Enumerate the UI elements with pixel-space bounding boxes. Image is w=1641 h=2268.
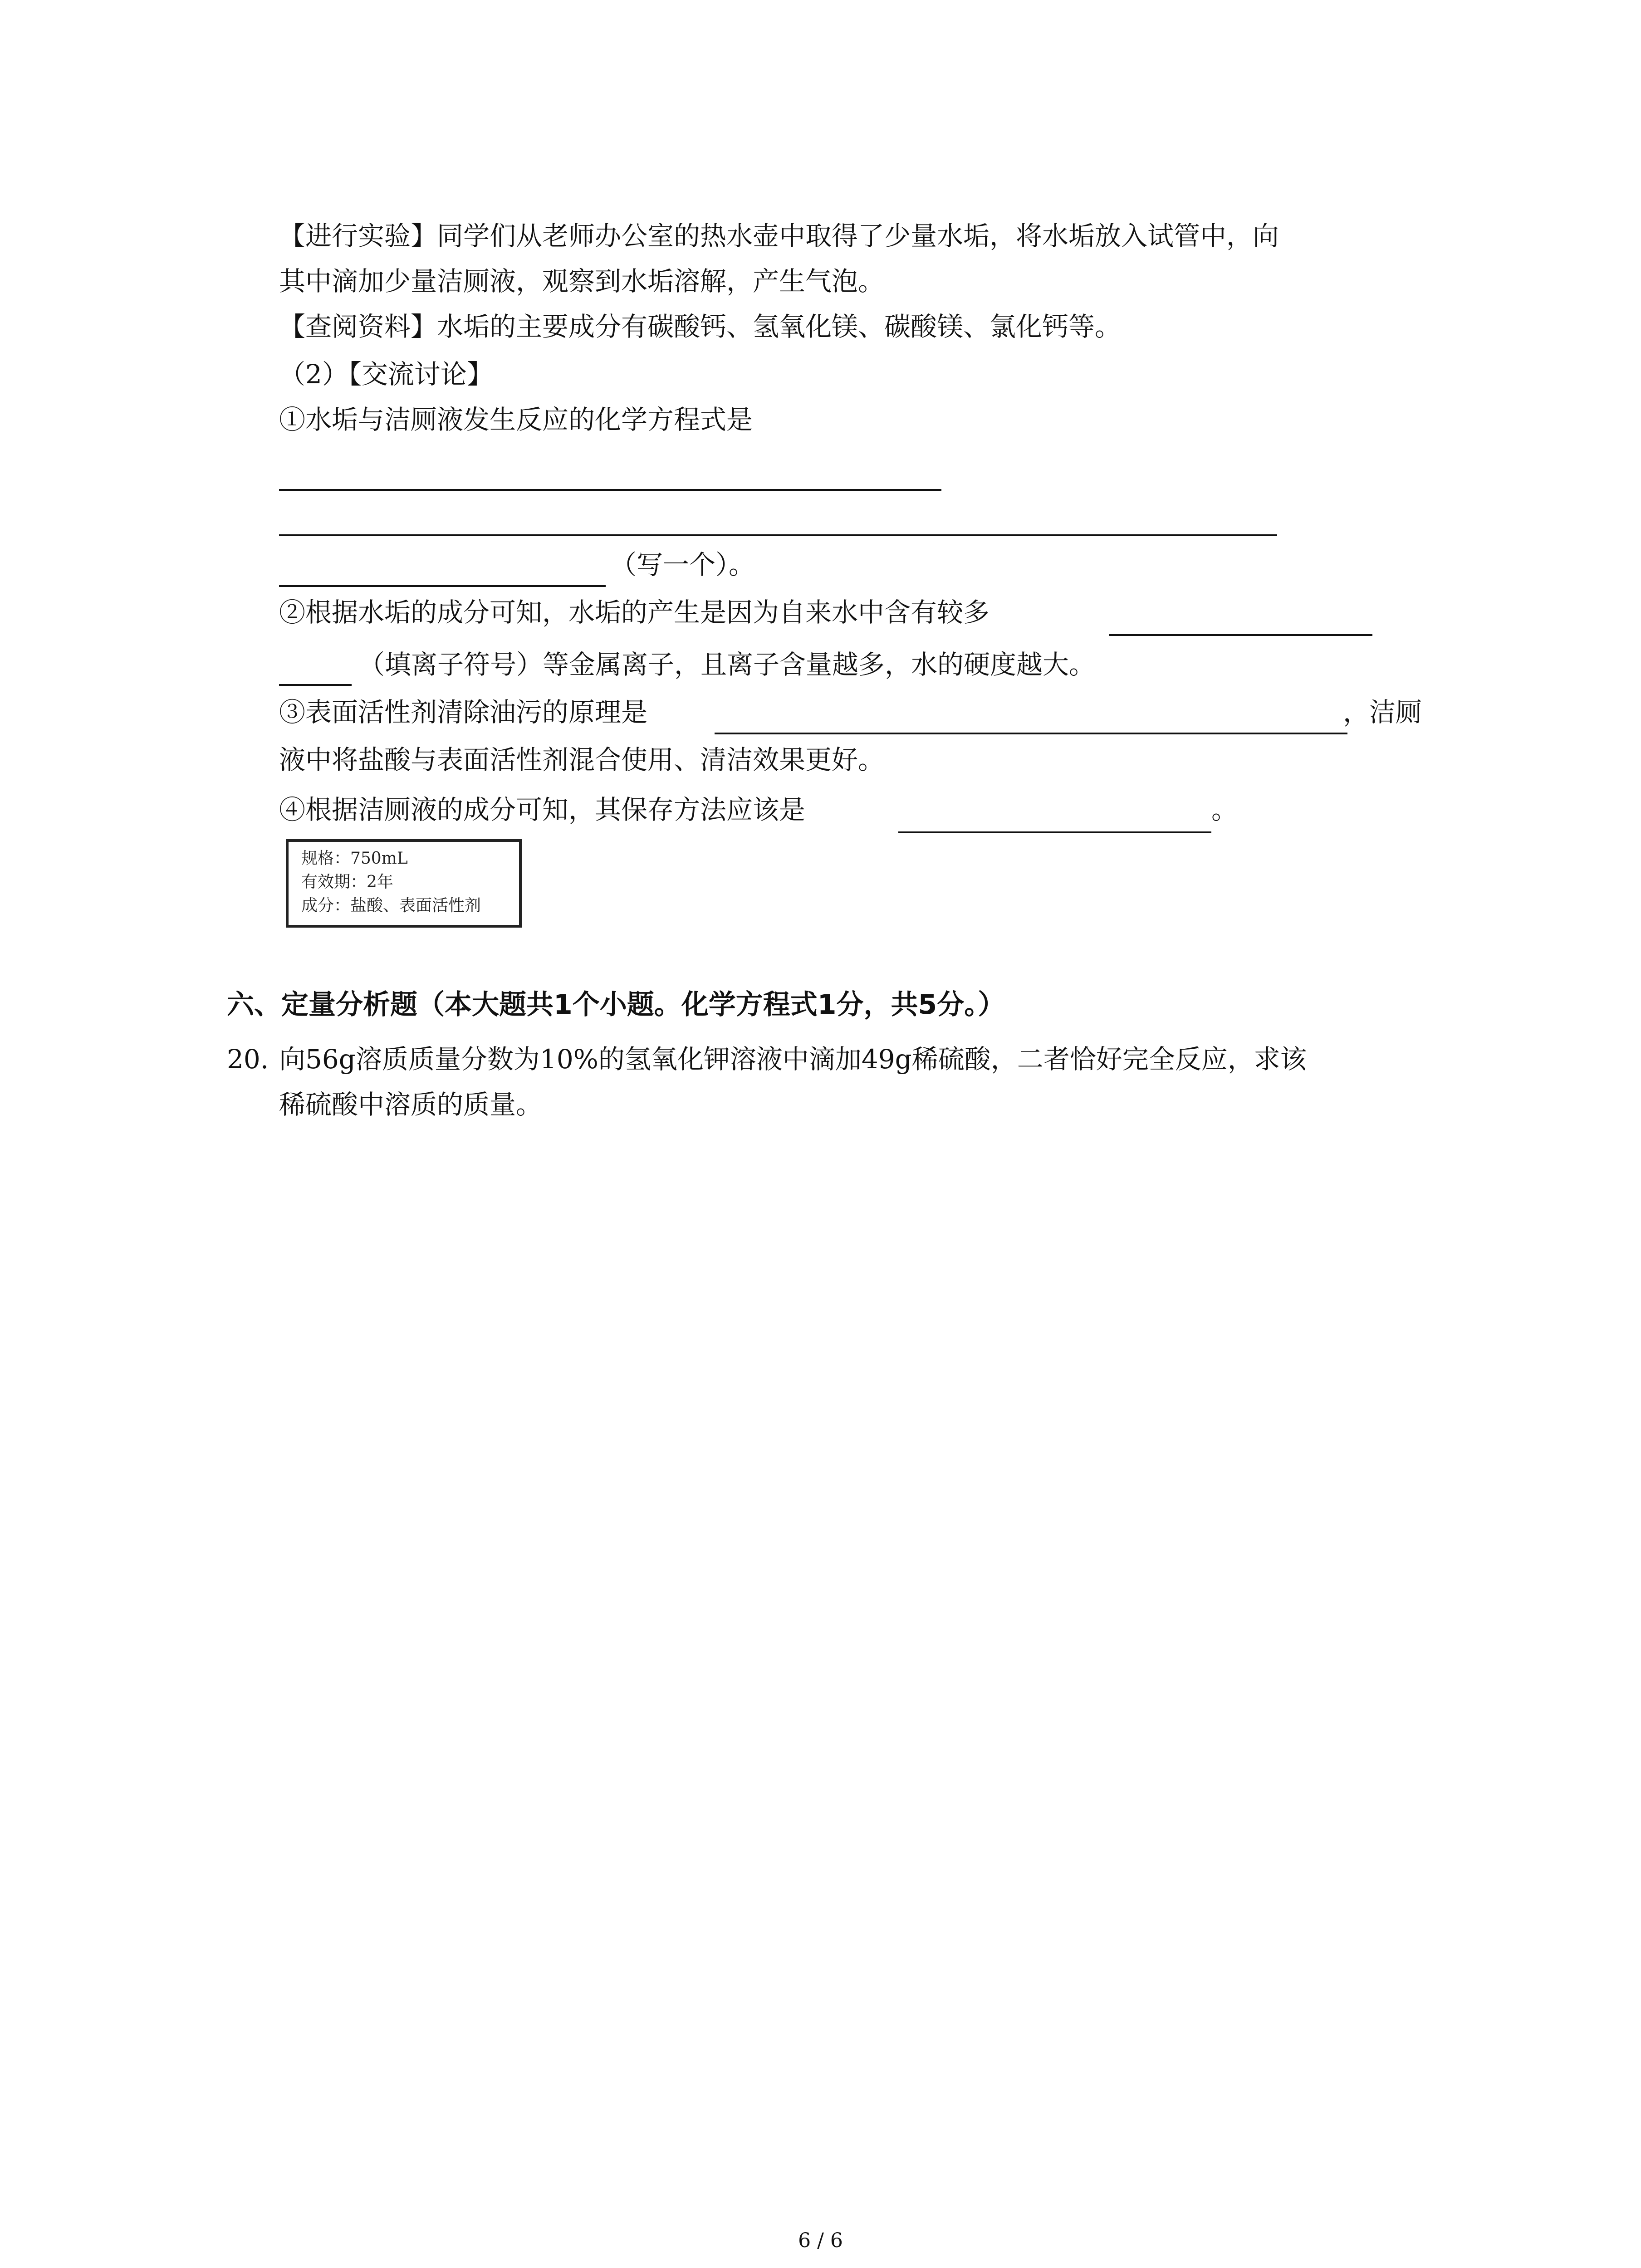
sub-question-4-tail: 。: [1211, 794, 1238, 825]
label-validity: 有效期：2年: [301, 873, 393, 891]
page-number: 6 / 6: [798, 2229, 843, 2252]
answer-blank-equation-3[interactable]: [279, 585, 606, 587]
question-text-line-1: 【进行实验】同学们从老师办公室的热水壶中取得了少量水垢，将水垢放入试管中，向: [279, 220, 1279, 251]
sub-question-1-note: （写一个）。: [610, 549, 755, 580]
question-20-line-1: 向56g溶质质量分数为10%的氢氧化钾溶液中滴加49g稀硫酸，二者恰好完全反应，求该: [279, 1044, 1307, 1075]
label-ingredients: 成分：盐酸、表面活性剂: [301, 896, 481, 915]
label-spec: 规格：750mL: [301, 849, 408, 868]
answer-blank-storage[interactable]: [898, 831, 1211, 833]
answer-blank-ions-1[interactable]: [1109, 634, 1372, 636]
question-20-number: 20.: [227, 1044, 269, 1075]
sub-question-3-tail: ，洁厕: [1343, 697, 1422, 728]
sub-question-3-continued: 液中将盐酸与表面活性剂混合使用、清洁效果更好。: [279, 744, 885, 775]
answer-blank-surfactant[interactable]: [715, 733, 1347, 734]
answer-blank-equation-1[interactable]: [279, 489, 941, 491]
reference-material-line: 【查阅资料】水垢的主要成分有碳酸钙、氢氧化镁、碳酸镁、氯化钙等。: [279, 311, 1122, 342]
question-text-line-2: 其中滴加少量洁厕液，观察到水垢溶解，产生气泡。: [279, 266, 885, 297]
answer-blank-ions-2[interactable]: [279, 684, 352, 686]
product-label-box: [286, 839, 522, 928]
sub-question-1: ①水垢与洁厕液发生反应的化学方程式是: [279, 404, 753, 435]
discussion-heading: （2）【交流讨论】: [279, 359, 493, 390]
question-20-line-2: 稀硫酸中溶质的质量。: [279, 1089, 543, 1120]
sub-question-2-continued: （填离子符号）等金属离子，且离子含量越多，水的硬度越大。: [358, 649, 1096, 680]
sub-question-4: ④根据洁厕液的成分可知，其保存方法应该是: [279, 794, 806, 825]
sub-question-3: ③表面活性剂清除油污的原理是: [279, 697, 648, 728]
answer-blank-equation-2[interactable]: [279, 534, 1277, 536]
sub-question-2: ②根据水垢的成分可知，水垢的产生是因为自来水中含有较多: [279, 597, 990, 628]
section-6-heading: 六、定量分析题（本大题共1个小题。化学方程式1分，共5分。）: [227, 989, 1005, 1021]
